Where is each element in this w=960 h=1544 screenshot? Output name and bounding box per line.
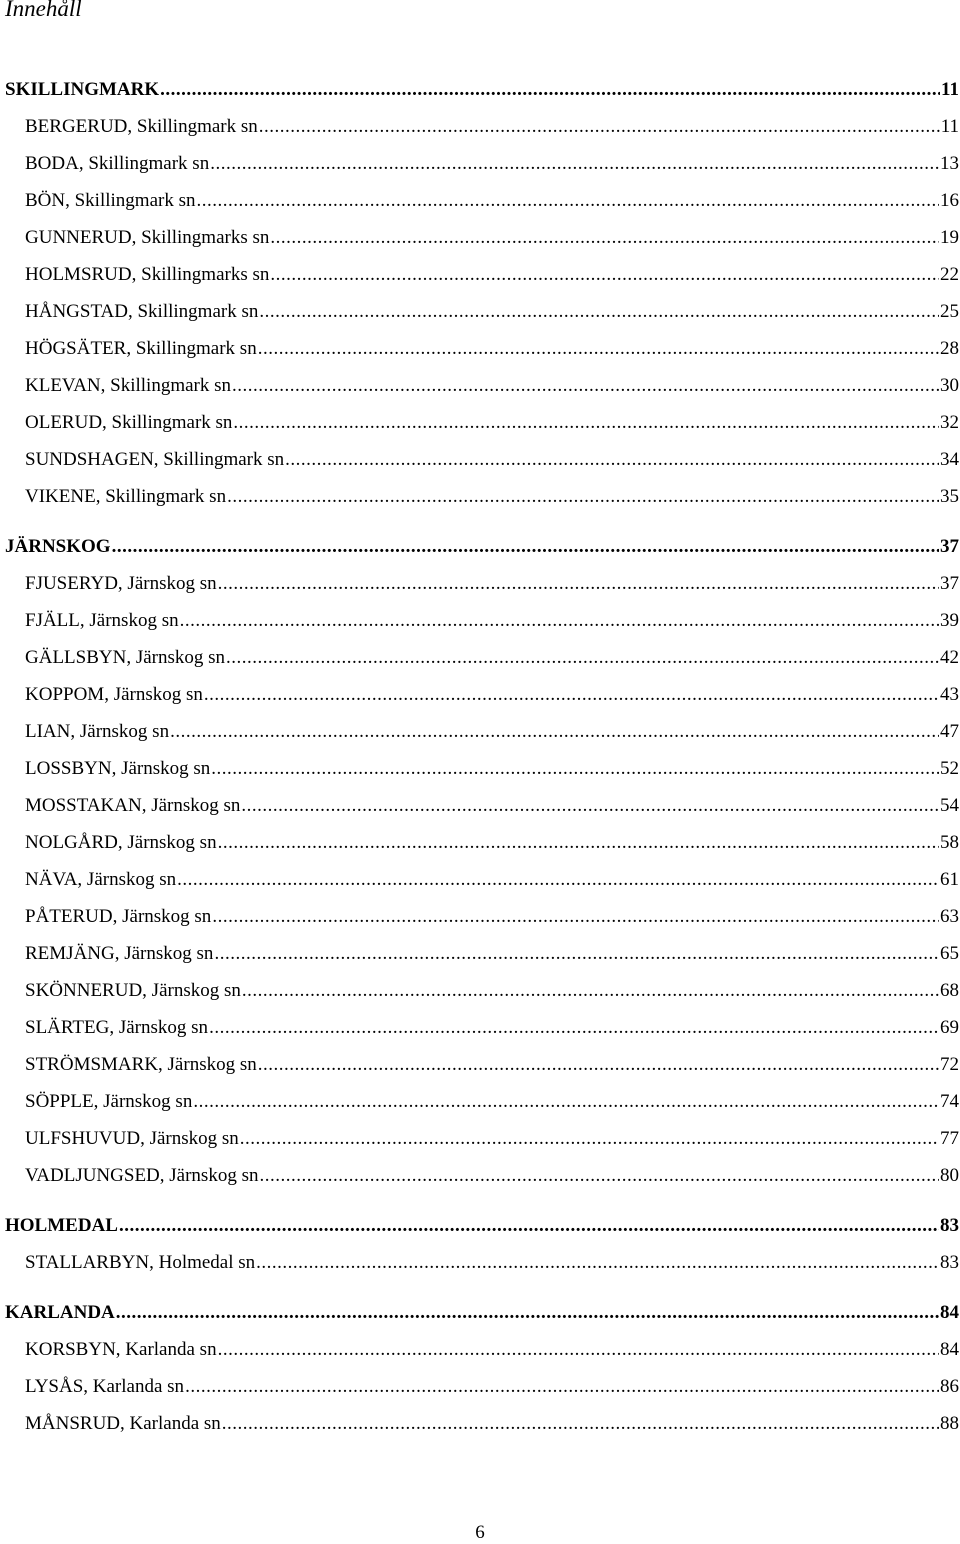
toc-entry-label: LOSSBYN, Järnskog sn [25, 758, 211, 779]
dot-leader [177, 868, 939, 892]
toc-entry-page: 22 [940, 264, 959, 285]
toc-entry[interactable] [25, 337, 959, 361]
dot-leader [259, 300, 939, 324]
toc-entry-page: 11 [941, 79, 959, 100]
toc-entry-label: JÄRNSKOG [5, 536, 111, 557]
toc-entry-page: 65 [940, 943, 959, 964]
toc-entry-page: 54 [940, 795, 959, 816]
dot-leader [209, 1016, 939, 1040]
toc-entry-page: 35 [940, 486, 959, 507]
dot-leader [160, 78, 940, 102]
toc-entry-page: 61 [940, 869, 959, 890]
toc-entry-page: 58 [940, 832, 959, 853]
toc-entry-page: 80 [940, 1165, 959, 1186]
toc-entry-page: 83 [940, 1215, 959, 1236]
toc-entry-label: NOLGÅRD, Järnskog sn [25, 832, 217, 853]
toc-entry[interactable] [25, 720, 959, 744]
toc-entry[interactable] [25, 263, 959, 287]
toc-entry[interactable] [25, 979, 959, 1003]
toc-entry-page: 39 [940, 610, 959, 631]
toc-entry-label: KLEVAN, Skillingmark sn [25, 375, 232, 396]
toc-entry[interactable] [25, 189, 959, 213]
toc-entry-page: 16 [940, 190, 959, 211]
toc-entry-label: GÄLLSBYN, Järnskog sn [25, 647, 226, 668]
toc-entry-label: VADLJUNGSED, Järnskog sn [25, 1165, 259, 1186]
toc-entry-label: MÅNSRUD, Karlanda sn [25, 1413, 221, 1434]
toc-entry-page: 84 [940, 1302, 959, 1323]
toc-entry-page: 74 [940, 1091, 959, 1112]
toc-entry-label: VIKENE, Skillingmark sn [25, 486, 227, 507]
toc-entry-label: REMJÄNG, Järnskog sn [25, 943, 214, 964]
toc-entry-page: 32 [940, 412, 959, 433]
toc-entry[interactable] [25, 1127, 959, 1151]
toc-entry-page: 63 [940, 906, 959, 927]
toc-entry-page: 84 [940, 1339, 959, 1360]
toc-entry-label: STRÖMSMARK, Järnskog sn [25, 1054, 257, 1075]
toc-entry-page: 25 [940, 301, 959, 322]
toc-entry-label: LIAN, Järnskog sn [25, 721, 170, 742]
dot-leader [193, 1090, 939, 1114]
dot-leader [270, 226, 939, 250]
dot-leader [185, 1375, 939, 1399]
toc-entry[interactable] [25, 1053, 959, 1077]
toc-entry-label: OLERUD, Skillingmark sn [25, 412, 233, 433]
dot-leader [211, 757, 939, 781]
dot-leader [218, 831, 939, 855]
toc-entry[interactable] [25, 1375, 959, 1399]
toc-entry[interactable] [25, 152, 959, 176]
toc-entry-label: KOPPOM, Järnskog sn [25, 684, 203, 705]
toc-entry-page: 43 [940, 684, 959, 705]
toc-entry-label: HÅNGSTAD, Skillingmark sn [25, 301, 259, 322]
toc-section-entry[interactable] [5, 1214, 959, 1238]
toc-heading: Innehåll [5, 0, 82, 21]
toc-entry[interactable] [25, 374, 959, 398]
toc-entry-page: 37 [940, 536, 959, 557]
toc-entry-page: 68 [940, 980, 959, 1001]
toc-entry-label: KORSBYN, Karlanda sn [25, 1339, 217, 1360]
toc-entry[interactable] [25, 300, 959, 324]
dot-leader [210, 152, 939, 176]
dot-leader [196, 189, 939, 213]
toc-entry[interactable] [25, 1016, 959, 1040]
toc-entry-label: HOLMEDAL [5, 1215, 118, 1236]
toc-entry-page: 19 [940, 227, 959, 248]
toc-entry-label: FJÄLL, Järnskog sn [25, 610, 179, 631]
toc-entry-page: 13 [940, 153, 959, 174]
toc-entry[interactable] [25, 942, 959, 966]
dot-leader [226, 646, 939, 670]
toc-entry-label: FJUSERYD, Järnskog sn [25, 573, 217, 594]
dot-leader [218, 1338, 939, 1362]
toc-entry-page: 34 [940, 449, 959, 470]
dot-leader [227, 485, 939, 509]
toc-entry-label: HOLMSRUD, Skillingmarks sn [25, 264, 270, 285]
toc-entry[interactable] [25, 572, 959, 596]
toc-entry-label: NÄVA, Järnskog sn [25, 869, 177, 890]
toc-entry[interactable] [25, 1412, 959, 1436]
toc-entry[interactable] [25, 226, 959, 250]
toc-entry-label: SÖPPLE, Järnskog sn [25, 1091, 193, 1112]
dot-leader [112, 535, 939, 559]
toc-entry-page: 42 [940, 647, 959, 668]
dot-leader [180, 609, 939, 633]
toc-entry[interactable] [25, 794, 959, 818]
dot-leader [212, 905, 939, 929]
dot-leader [270, 263, 939, 287]
toc-entry-label: STALLARBYN, Holmedal sn [25, 1252, 256, 1273]
toc-entry-page: 28 [940, 338, 959, 359]
toc-entry[interactable] [25, 868, 959, 892]
toc-entry[interactable] [25, 485, 959, 509]
dot-leader [242, 979, 939, 1003]
toc-entry-label: SUNDSHAGEN, Skillingmark sn [25, 449, 285, 470]
toc-entry-label: ULFSHUVUD, Järnskog sn [25, 1128, 239, 1149]
toc-entry[interactable] [25, 1090, 959, 1114]
toc-entry-page: 83 [940, 1252, 959, 1273]
toc-entry[interactable] [25, 448, 959, 472]
dot-leader [259, 1164, 939, 1188]
toc-entry-page: 11 [940, 116, 959, 137]
toc-section-entry[interactable] [5, 78, 959, 102]
dot-leader [218, 572, 939, 596]
toc-entry[interactable] [25, 115, 959, 139]
toc-entry[interactable] [25, 1164, 959, 1188]
dot-leader [285, 448, 939, 472]
dot-leader [240, 1127, 939, 1151]
toc-entry[interactable] [25, 905, 959, 929]
dot-leader [214, 942, 939, 966]
toc-entry[interactable] [25, 411, 959, 435]
dot-leader [116, 1301, 939, 1325]
toc-entry[interactable] [25, 1338, 959, 1362]
toc-entry-label: BERGERUD, Skillingmark sn [25, 116, 258, 137]
toc-entry-label: BÖN, Skillingmark sn [25, 190, 196, 211]
toc-entry-page: 72 [940, 1054, 959, 1075]
dot-leader [258, 1053, 939, 1077]
toc-entry-page: 52 [940, 758, 959, 779]
toc-entry-label: MOSSTAKAN, Järnskog sn [25, 795, 241, 816]
toc-entry-page: 47 [940, 721, 959, 742]
toc-entry-label: HÖGSÄTER, Skillingmark sn [25, 338, 257, 359]
toc-entry-page: 37 [940, 573, 959, 594]
toc-entry[interactable] [25, 609, 959, 633]
dot-leader [233, 411, 939, 435]
toc-entry-label: LYSÅS, Karlanda sn [25, 1376, 185, 1397]
toc-entry-page: 69 [940, 1017, 959, 1038]
toc-entry-label: BODA, Skillingmark sn [25, 153, 210, 174]
toc-entry[interactable] [25, 757, 959, 781]
page-number: 6 [475, 1522, 485, 1543]
dot-leader [170, 720, 939, 744]
dot-leader [232, 374, 939, 398]
dot-leader [256, 1251, 939, 1275]
toc-entry[interactable] [25, 831, 959, 855]
dot-leader [241, 794, 939, 818]
toc-section-entry[interactable] [5, 535, 959, 559]
toc-entry-label: GUNNERUD, Skillingmarks sn [25, 227, 270, 248]
toc-section-entry[interactable] [5, 1301, 959, 1325]
dot-leader [119, 1214, 939, 1238]
toc-entry-page: 88 [940, 1413, 959, 1434]
toc-entry-label: PÅTERUD, Järnskog sn [25, 906, 212, 927]
dot-leader [222, 1412, 939, 1436]
dot-leader [258, 337, 939, 361]
toc-entry-page: 86 [940, 1376, 959, 1397]
dot-leader [204, 683, 939, 707]
toc-entry-label: SLÄRTEG, Järnskog sn [25, 1017, 209, 1038]
toc-entry-page: 30 [940, 375, 959, 396]
toc-entry-label: SKÖNNERUD, Järnskog sn [25, 980, 241, 1001]
toc-entry[interactable] [25, 1251, 959, 1275]
toc-entry[interactable] [25, 646, 959, 670]
toc-entry-label: SKILLINGMARK [5, 79, 160, 100]
toc-entry[interactable] [25, 683, 959, 707]
dot-leader [259, 115, 940, 139]
toc-entry-label: KARLANDA [5, 1302, 115, 1323]
toc-entry-page: 77 [940, 1128, 959, 1149]
